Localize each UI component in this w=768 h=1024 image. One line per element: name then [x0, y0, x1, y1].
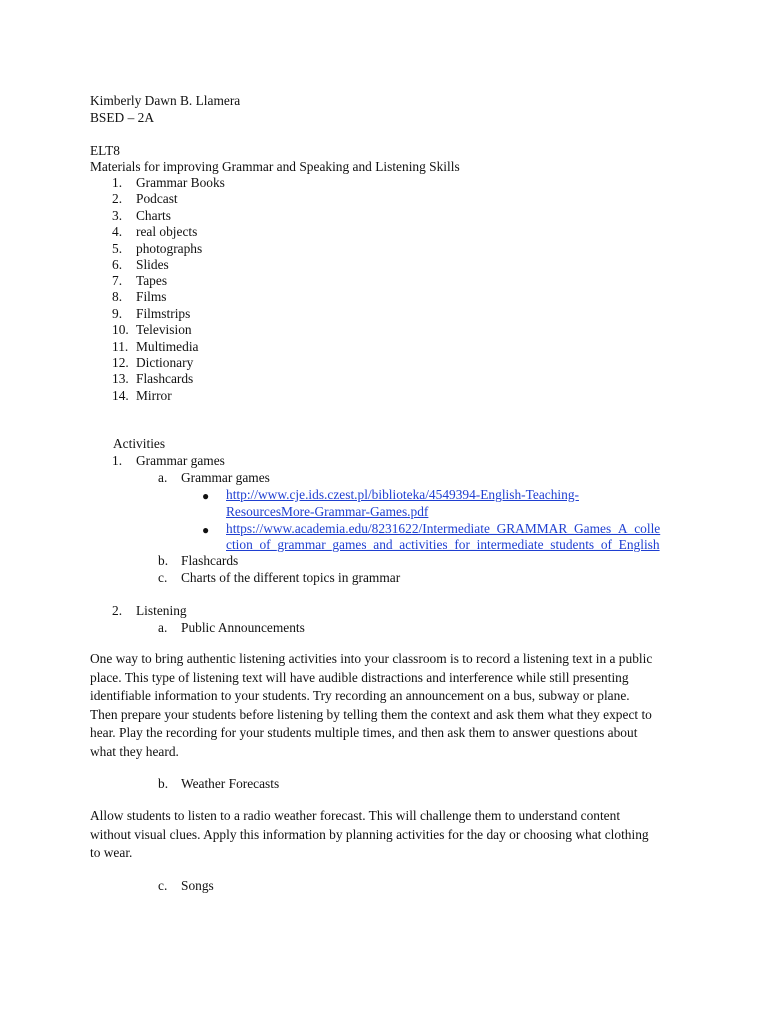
list-text: Tapes [136, 273, 168, 288]
author-name: Kimberly Dawn B. Llamera [90, 93, 241, 108]
sub-text: Public Announcements [181, 620, 305, 635]
list-number: 12. [112, 355, 129, 370]
list-text: Television [136, 322, 192, 337]
paragraph-line: Then prepare your students before listening by telling them the context and ask them what they expect to [90, 706, 652, 722]
public-announcements-paragraph [90, 650, 690, 762]
list-number: 14. [112, 388, 129, 403]
list-text: Mirror [136, 388, 172, 403]
list-text: Films [136, 289, 167, 304]
list-text: Multimedia [136, 339, 199, 354]
list-number: 6. [112, 257, 123, 272]
grammar-games-link-1[interactable]: http://www.cje.ids.czest.pl/biblioteka/4549394-English-Teaching- [226, 487, 579, 502]
paragraph-line: to wear. [90, 845, 133, 861]
list-text: Grammar games [136, 453, 225, 468]
list-text: Slides [136, 257, 169, 272]
list-number: 3. [112, 208, 123, 223]
list-number: 1. [112, 175, 123, 190]
sub-letter: c. [158, 878, 168, 893]
paragraph-line: hear. Play the recording for your students multiple times, and then ask them to answer questions about [90, 725, 638, 741]
list-text: Flashcards [136, 371, 194, 386]
activities-heading: Activities [113, 436, 166, 451]
course-code: ELT8 [90, 143, 121, 158]
bullet-icon: ● [202, 489, 210, 503]
grammar-games-link-2[interactable]: https://www.academia.edu/8231622/Intermediate_GRAMMAR_Games_A_colle [226, 521, 661, 536]
sub-text: Grammar games [181, 470, 270, 485]
paragraph-line: One way to bring authentic listening activities into your classroom is to record a listening text in a public [90, 651, 653, 666]
list-text: Dictionary [136, 355, 194, 370]
sub-text: Charts of the different topics in grammar [181, 570, 401, 585]
sub-text: Flashcards [181, 553, 239, 568]
section-label: BSED – 2A [90, 110, 154, 125]
sub-text: Weather Forecasts [181, 776, 280, 791]
list-number: 2. [112, 603, 123, 618]
sub-letter: b. [158, 553, 169, 568]
list-text: Filmstrips [136, 306, 191, 321]
grammar-games-link-1-cont[interactable]: ResourcesMore-Grammar-Games.pdf [226, 504, 429, 519]
paragraph-line: without visual clues. Apply this information by planning activities for the day or choosing what clothing [90, 826, 649, 842]
list-number: 2. [112, 191, 123, 206]
sub-text: Songs [181, 878, 214, 893]
list-number: 1. [112, 453, 123, 468]
list-number: 11. [112, 339, 129, 354]
list-number: 7. [112, 273, 123, 288]
list-number: 4. [112, 224, 123, 239]
bullet-icon: ● [202, 523, 210, 537]
sub-letter: c. [158, 570, 168, 585]
paragraph-line: Allow students to listen to a radio weather forecast. This will challenge them to understand content [90, 808, 621, 823]
list-text: Listening [136, 603, 187, 618]
sub-letter: a. [158, 620, 168, 635]
list-text: Charts [136, 208, 171, 223]
sub-letter: a. [158, 470, 168, 485]
sub-letter: b. [158, 776, 169, 791]
list-text: real objects [136, 224, 198, 239]
list-number: 5. [112, 241, 123, 256]
list-number: 9. [112, 306, 123, 321]
list-number: 10. [112, 322, 129, 337]
list-number: 13. [112, 371, 129, 386]
list-text: Podcast [136, 191, 178, 206]
paragraph-line: place. This type of listening text will have audible distractions and interference while still presenting [90, 669, 629, 685]
paragraph-line: what they heard. [90, 743, 179, 759]
list-text: photographs [136, 241, 203, 256]
list-number: 8. [112, 289, 123, 304]
grammar-games-link-2-cont[interactable]: ction_of_grammar_games_and_activities_for_intermediate_students_of_English [226, 537, 660, 552]
weather-forecasts-paragraph [90, 807, 690, 863]
list-text: Grammar Books [136, 175, 225, 190]
document-title: Materials for improving Grammar and Speaking and Listening Skills [90, 159, 460, 174]
paragraph-line: identifiable information to your students. Try recording an announcement on a bus, subway or plane. [90, 688, 630, 704]
